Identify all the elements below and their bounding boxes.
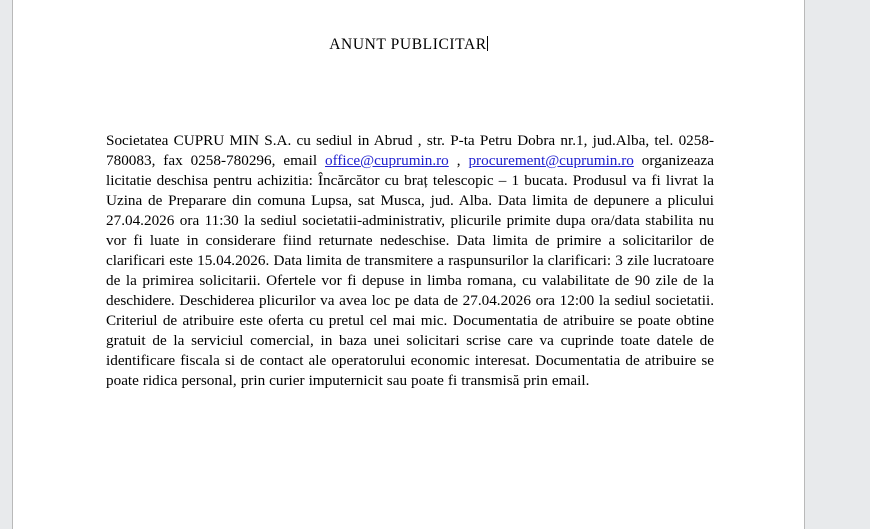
- body-paragraph: [106, 131, 714, 391]
- email-link-office[interactable]: office@cuprumin.ro: [325, 152, 449, 169]
- document-title-text: ANUNT PUBLICITAR: [329, 36, 487, 53]
- body-text-after-links: organizeaza licitatie deschisa pentru achizitia: Încărcător cu braț telescopic – 1 bucata. Produsul va fi livrat la Uzina de Preparare din comuna Lupsa, sat Musca, jud. Alba. Data limita de depunere a plicului 27.04.2026 ora 11:30 la sediul societatii-administrativ, plicurile primite dupa ora/data stabilita nu vor fi luate in considerare fiind returnate nedeschise. Data limita de primire a solicitarilor de clarificari este 15.04.2026. Data limita de transmitere a raspunsurilor la clarificari: 3 zile lucratoare de la primirea solicitarii. Ofertele vor fi depuse in limba romana, cu valabilitate de 90 zile de la deschidere. Deschiderea plicurilor va avea loc pe data de 27.04.2026 ora 12:00 la sediul societatii. Criteriul de atribuire este oferta cu pretul cel mai mic. Documentatia de atribuire se poate obtine gratuit de la serviciul comercial, in baza unei solicitari scrise care va cuprinde toate datele de identificare fiscala si de contact ale operatorului economic interesat. Documentatia de atribuire se poate ridica personal, prin curier imputernicit sau poate fi transmisă prin email.: [106, 152, 715, 389]
- document-body[interactable]: [106, 131, 714, 391]
- email-link-separator: ,: [448, 152, 469, 169]
- text-caret: [487, 36, 488, 51]
- email-link-procurement[interactable]: procurement@cuprumin.ro: [468, 152, 634, 169]
- body-text-before-links: Societatea CUPRU MIN S.A. cu sediul in Abrud , str. P-ta Petru Dobra nr.1, jud.Alba, tel. 0258-780083, fax 0258-780296, email: [106, 132, 714, 169]
- document-title[interactable]: [13, 36, 804, 54]
- document-page[interactable]: [12, 0, 805, 529]
